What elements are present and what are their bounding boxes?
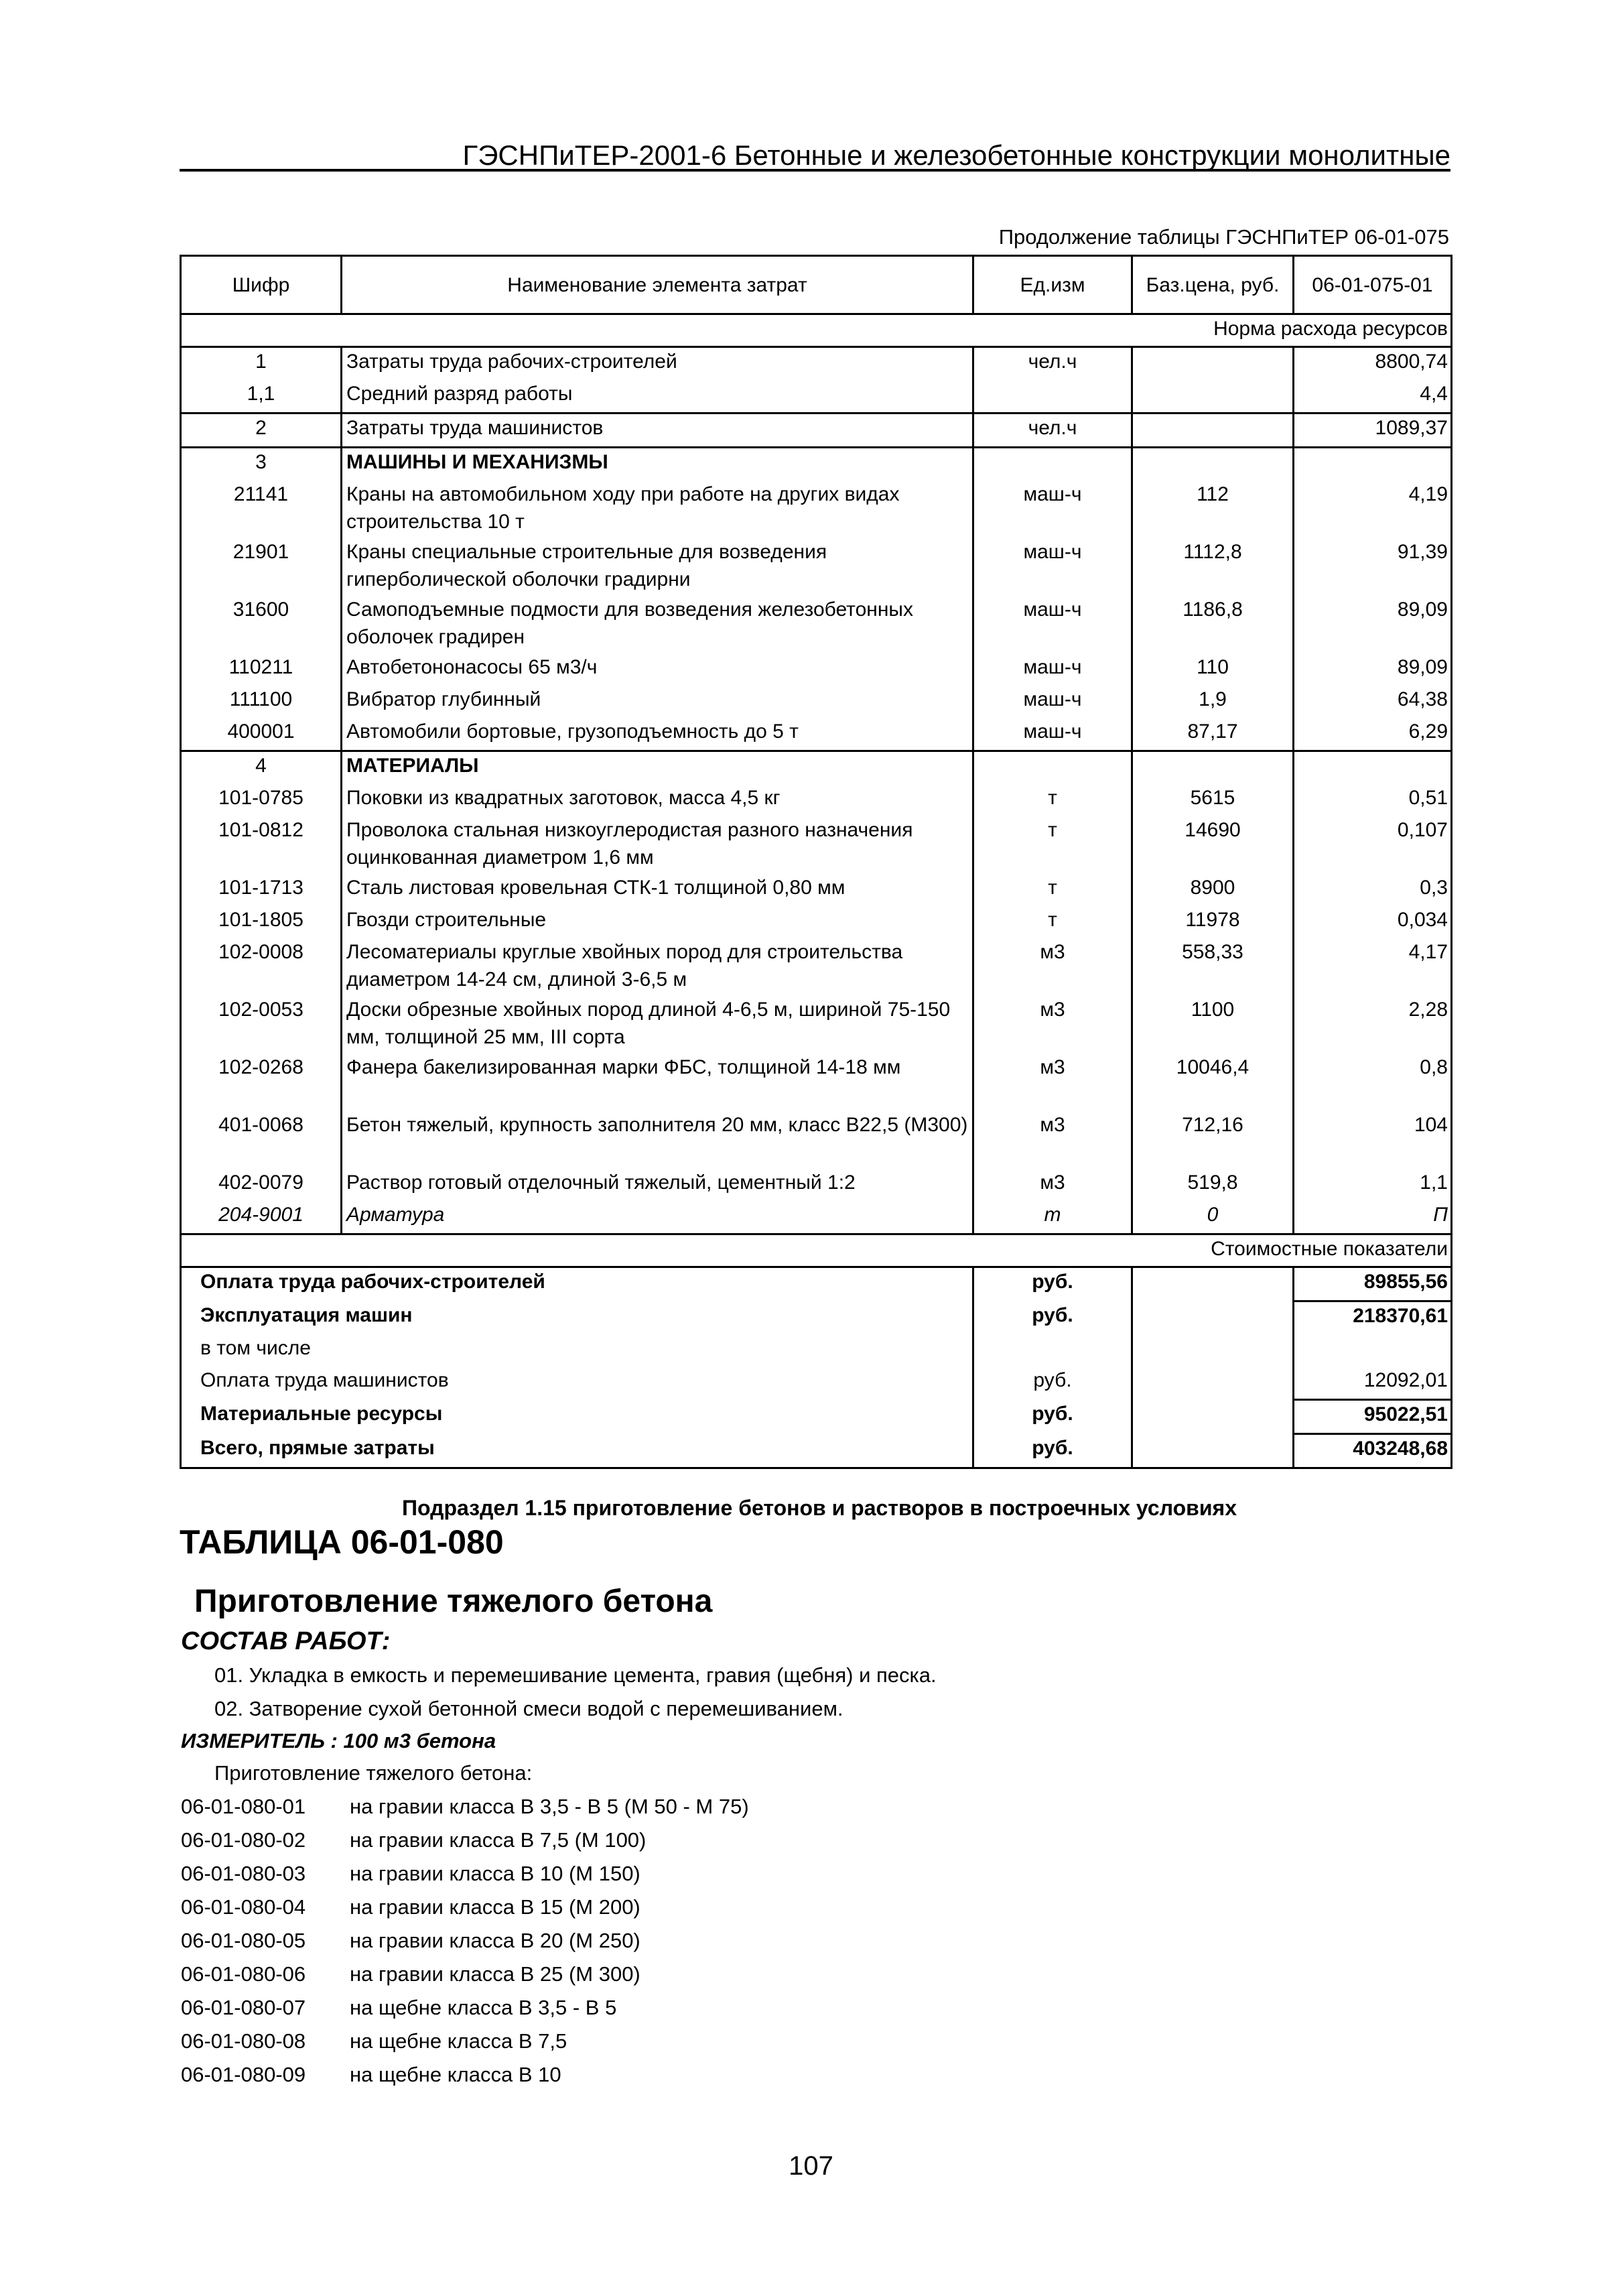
section-row-materials <box>181 751 1452 785</box>
row-unit <box>973 380 1132 413</box>
row-unit: м3 <box>973 1054 1132 1111</box>
row-name: Автобетононасосы 65 м3/ч <box>342 653 973 686</box>
row-code: 1 <box>181 347 342 381</box>
cost-value: 95022,51 <box>1294 1400 1452 1434</box>
table-row <box>181 653 1452 686</box>
row-unit: т <box>973 1201 1132 1234</box>
row-price: 10046,4 <box>1132 1054 1294 1111</box>
table-row <box>181 784 1452 816</box>
row-code: 111100 <box>181 686 342 718</box>
row-value: 0,107 <box>1294 816 1452 874</box>
table-continuation-caption: Продолжение таблицы ГЭСНПиТЕР 06-01-075 <box>998 225 1449 249</box>
table-row <box>181 1054 1452 1111</box>
cost-row <box>181 1366 1452 1400</box>
cost-header: Стоимостные показатели <box>181 1234 1452 1267</box>
subsection-title: Подраздел 1.15 приготовление бетонов и растворов в построечных условиях <box>402 1496 1237 1520</box>
meter-unit: ИЗМЕРИТЕЛЬ : 100 м3 бетона <box>181 1729 496 1752</box>
row-price: 1,9 <box>1132 686 1294 718</box>
row-value: 4,4 <box>1294 380 1452 413</box>
row-price: 14690 <box>1132 816 1294 874</box>
table-header-row <box>181 256 1452 314</box>
row-value: 89,09 <box>1294 596 1452 653</box>
item-text: на щебне класса В 10 <box>350 2063 561 2086</box>
row-name: Затраты труда рабочих-строителей <box>342 347 973 381</box>
row-unit: маш-ч <box>973 596 1132 653</box>
cost-value: 12092,01 <box>1294 1366 1452 1400</box>
item-text: на гравии класса В 15 (М 200) <box>350 1895 640 1919</box>
row-code: 31600 <box>181 596 342 653</box>
cost-label: Оплата труда рабочих-строителей <box>181 1267 973 1301</box>
work-title: Приготовление тяжелого бетона <box>194 1584 713 1619</box>
row-name: Поковки из квадратных заготовок, масса 4,5 кг <box>342 784 973 816</box>
row-name: Бетон тяжелый, крупность заполнителя 20 мм, класс В22,5 (М300) <box>342 1111 973 1169</box>
col-code-header: Шифр <box>181 256 342 314</box>
table-row <box>181 1169 1452 1201</box>
cost-unit: руб. <box>973 1267 1132 1301</box>
row-name: Краны на автомобильном ходу при работе на других видах строительства 10 т <box>342 481 973 538</box>
item-code: 06-01-080-03 <box>181 1862 306 1885</box>
row-price: 5615 <box>1132 784 1294 816</box>
item-code: 06-01-080-06 <box>181 1962 306 1986</box>
composition-label: СОСТАВ РАБОТ: <box>181 1627 391 1655</box>
item-code: 06-01-080-08 <box>181 2029 306 2053</box>
row-name: Самоподъемные подмости для возведения железобетонных оболочек градирен <box>342 596 973 653</box>
row-value: 0,3 <box>1294 874 1452 906</box>
row-name: Краны специальные строительные для возведения гиперболической оболочки градирни <box>342 538 973 596</box>
col-unit-header: Ед.изм <box>973 256 1132 314</box>
item-text: на гравии класса В 25 (М 300) <box>350 1962 640 1986</box>
row-name: Доски обрезные хвойных пород длиной 4-6,5 м, шириной 75-150 мм, толщиной 25 мм, III сорта <box>342 996 973 1054</box>
row-unit: т <box>973 784 1132 816</box>
row-price <box>1132 347 1294 381</box>
row-price: 712,16 <box>1132 1111 1294 1169</box>
row-name: Средний разряд работы <box>342 380 973 413</box>
row-unit: т <box>973 874 1132 906</box>
row-name: Проволока стальная низкоуглеродистая разного назначения оцинкованная диаметром 1,6 мм <box>342 816 973 874</box>
table-row <box>181 413 1452 448</box>
header-rule <box>180 169 1450 172</box>
row-name: Сталь листовая кровельная СТК-1 толщиной 0,80 мм <box>342 874 973 906</box>
row-price: 0 <box>1132 1201 1294 1234</box>
row-price <box>1132 413 1294 448</box>
row-value: 0,034 <box>1294 906 1452 938</box>
row-code: 101-0785 <box>181 784 342 816</box>
row-code: 102-0008 <box>181 938 342 996</box>
cost-value: 89855,56 <box>1294 1267 1452 1301</box>
row-code: 102-0053 <box>181 996 342 1054</box>
row-code: 101-1713 <box>181 874 342 906</box>
norm-header-row <box>181 314 1452 347</box>
cost-header-row <box>181 1234 1452 1267</box>
col-price-header: Баз.цена, руб. <box>1132 256 1294 314</box>
row-name: Автомобили бортовые, грузоподъемность до 5 т <box>342 718 973 751</box>
cost-row <box>181 1301 1452 1335</box>
row-value: 4,19 <box>1294 481 1452 538</box>
row-value: 2,28 <box>1294 996 1452 1054</box>
row-code: 102-0268 <box>181 1054 342 1111</box>
items-intro: Приготовление тяжелого бетона: <box>214 1761 533 1785</box>
row-code: 402-0079 <box>181 1169 342 1201</box>
row-value: 104 <box>1294 1111 1452 1169</box>
cost-unit <box>973 1334 1132 1366</box>
row-code: 1,1 <box>181 380 342 413</box>
row-code: 101-1805 <box>181 906 342 938</box>
table-row <box>181 380 1452 413</box>
item-code: 06-01-080-05 <box>181 1929 306 1952</box>
cost-label: Всего, прямые затраты <box>181 1434 973 1468</box>
item-code: 06-01-080-04 <box>181 1895 306 1919</box>
row-price: 1186,8 <box>1132 596 1294 653</box>
row-unit: маш-ч <box>973 481 1132 538</box>
cost-value: 403248,68 <box>1294 1434 1452 1468</box>
row-price <box>1132 380 1294 413</box>
row-name: Лесоматериалы круглые хвойных пород для строительства диаметром 14-24 см, длиной 3-6,5 м <box>342 938 973 996</box>
item-text: на щебне класса В 7,5 <box>350 2029 567 2053</box>
row-unit: чел.ч <box>973 413 1132 448</box>
cost-unit: руб. <box>973 1301 1132 1335</box>
row-name: Арматура <box>342 1201 973 1234</box>
col-name-header: Наименование элемента затрат <box>342 256 973 314</box>
row-code: 400001 <box>181 718 342 751</box>
row-unit: м3 <box>973 996 1132 1054</box>
row-unit: м3 <box>973 1111 1132 1169</box>
row-value: 4,17 <box>1294 938 1452 996</box>
cost-label: Материальные ресурсы <box>181 1400 973 1434</box>
cost-row <box>181 1434 1452 1468</box>
item-text: на гравии класса В 7,5 (М 100) <box>350 1828 647 1852</box>
cost-row <box>181 1267 1452 1301</box>
item-text: на гравии класса В 10 (М 150) <box>350 1862 640 1885</box>
row-unit: маш-ч <box>973 653 1132 686</box>
row-price: 8900 <box>1132 874 1294 906</box>
row-price: 11978 <box>1132 906 1294 938</box>
table-row <box>181 1111 1452 1169</box>
row-name: Вибратор глубинный <box>342 686 973 718</box>
row-value: 1089,37 <box>1294 413 1452 448</box>
row-unit: чел.ч <box>973 347 1132 381</box>
row-value: 91,39 <box>1294 538 1452 596</box>
row-name: Фанера бакелизированная марки ФБС, толщиной 14-18 мм <box>342 1054 973 1111</box>
section-row-machines <box>181 448 1452 481</box>
table-row <box>181 874 1452 906</box>
row-price: 1112,8 <box>1132 538 1294 596</box>
row-name: Затраты труда машинистов <box>342 413 973 448</box>
row-code: 401-0068 <box>181 1111 342 1169</box>
table-row <box>181 686 1452 718</box>
page-number: 107 <box>789 2151 833 2181</box>
row-code: 2 <box>181 413 342 448</box>
cost-unit: руб. <box>973 1434 1132 1468</box>
section-code: 4 <box>181 751 342 785</box>
row-code: 110211 <box>181 653 342 686</box>
section-title: МАШИНЫ И МЕХАНИЗМЫ <box>342 448 973 481</box>
table-row <box>181 718 1452 751</box>
row-unit: т <box>973 816 1132 874</box>
row-unit: маш-ч <box>973 686 1132 718</box>
row-value: 0,51 <box>1294 784 1452 816</box>
row-price: 110 <box>1132 653 1294 686</box>
table-row <box>181 347 1452 381</box>
table-row <box>181 481 1452 538</box>
row-value: 6,29 <box>1294 718 1452 751</box>
row-value: П <box>1294 1201 1452 1234</box>
item-code: 06-01-080-01 <box>181 1795 306 1818</box>
cost-row <box>181 1334 1452 1366</box>
row-price: 112 <box>1132 481 1294 538</box>
table-row <box>181 996 1452 1054</box>
row-value: 8800,74 <box>1294 347 1452 381</box>
table-row <box>181 538 1452 596</box>
row-unit: т <box>973 906 1132 938</box>
item-text: на гравии класса В 3,5 - В 5 (М 50 - М 75) <box>350 1795 749 1818</box>
row-price: 1100 <box>1132 996 1294 1054</box>
cost-value: 218370,61 <box>1294 1301 1452 1335</box>
row-value: 89,09 <box>1294 653 1452 686</box>
section-code: 3 <box>181 448 342 481</box>
item-code: 06-01-080-07 <box>181 1996 306 2019</box>
item-text: на щебне класса В 3,5 - В 5 <box>350 1996 617 2019</box>
row-price: 519,8 <box>1132 1169 1294 1201</box>
table-title: ТАБЛИЦА 06-01-080 <box>180 1523 504 1561</box>
section-title: МАТЕРИАЛЫ <box>342 751 973 785</box>
cost-value <box>1294 1334 1452 1366</box>
row-unit: маш-ч <box>973 718 1132 751</box>
item-text: на гравии класса В 20 (М 250) <box>350 1929 640 1952</box>
row-unit: м3 <box>973 938 1132 996</box>
row-value: 64,38 <box>1294 686 1452 718</box>
item-code: 06-01-080-09 <box>181 2063 306 2086</box>
work-step: 02. Затворение сухой бетонной смеси водой с перемешиванием. <box>214 1697 843 1720</box>
row-price: 558,33 <box>1132 938 1294 996</box>
col-norm-code-header: 06-01-075-01 <box>1294 256 1452 314</box>
cost-unit: руб. <box>973 1366 1132 1400</box>
cost-label: Эксплуатация машин <box>181 1301 973 1335</box>
row-value: 0,8 <box>1294 1054 1452 1111</box>
cost-unit: руб. <box>973 1400 1132 1434</box>
norm-header: Норма расхода ресурсов <box>181 314 1452 347</box>
item-code: 06-01-080-02 <box>181 1828 306 1852</box>
cost-label: в том числе <box>181 1334 973 1366</box>
table-row <box>181 1201 1452 1234</box>
row-name: Гвозди строительные <box>342 906 973 938</box>
row-code: 101-0812 <box>181 816 342 874</box>
running-header: ГЭСНПиТЕР-2001-6 Бетонные и железобетонные конструкции монолитные <box>462 139 1450 171</box>
table-row <box>181 938 1452 996</box>
table-row <box>181 906 1452 938</box>
row-name: Раствор готовый отделочный тяжелый, цементный 1:2 <box>342 1169 973 1201</box>
table-row <box>181 816 1452 874</box>
resource-table <box>180 255 1452 1469</box>
cost-row <box>181 1400 1452 1434</box>
row-code: 21901 <box>181 538 342 596</box>
row-unit: маш-ч <box>973 538 1132 596</box>
work-step: 01. Укладка в емкость и перемешивание цемента, гравия (щебня) и песка. <box>214 1663 937 1687</box>
cost-label: Оплата труда машинистов <box>181 1366 973 1400</box>
row-code: 204-9001 <box>181 1201 342 1234</box>
row-price: 87,17 <box>1132 718 1294 751</box>
row-code: 21141 <box>181 481 342 538</box>
table-row <box>181 596 1452 653</box>
row-value: 1,1 <box>1294 1169 1452 1201</box>
row-unit: м3 <box>973 1169 1132 1201</box>
